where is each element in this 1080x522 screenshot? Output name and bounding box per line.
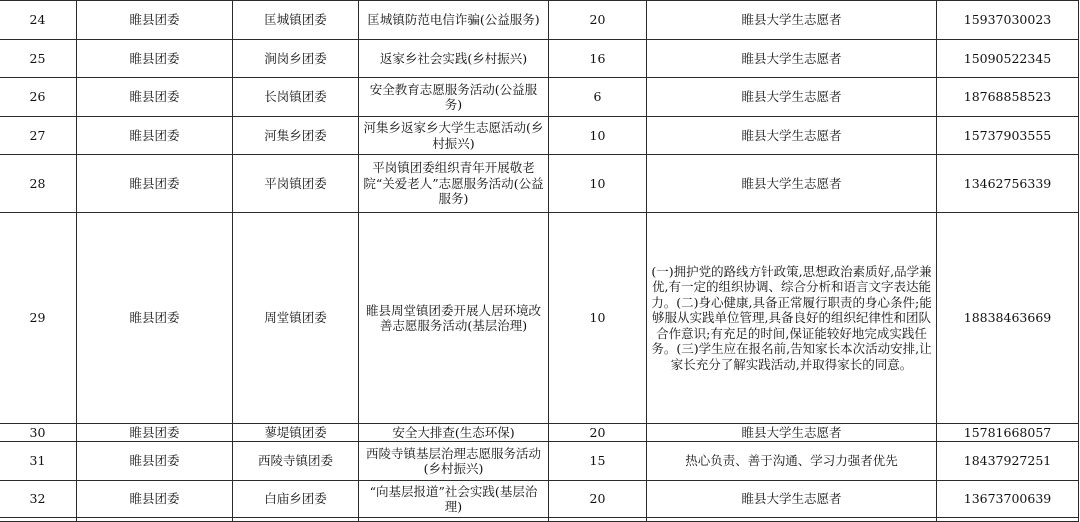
table-row	[0, 1, 1079, 40]
cell-organization: 睢县团委	[77, 1, 233, 40]
cell-headcount: 15	[549, 442, 647, 481]
cell-phone: 13673700639	[937, 481, 1079, 518]
cell-sub-organization: 蓼堤镇团委	[233, 424, 359, 442]
cell-sub-organization: 西陵寺镇团委	[233, 442, 359, 481]
cell-organization: 睢县团委	[77, 442, 233, 481]
cell-organization: 睢县团委	[77, 78, 233, 117]
table-row	[0, 481, 1079, 518]
cell-requirement: 睢县大学生志愿者	[647, 155, 937, 213]
cell-requirement: 睢县大学生志愿者	[647, 117, 937, 155]
table-row	[0, 213, 1079, 424]
cell-headcount: 10	[549, 117, 647, 155]
cell-requirement: 热心负责、善于沟通、学习力强者优先	[647, 442, 937, 481]
cell-index: 27	[0, 117, 77, 155]
cell-activity: 安全教育志愿服务活动(公益服务)	[359, 78, 549, 117]
cell-activity: 返家乡社会实践(乡村振兴)	[359, 40, 549, 78]
cell-requirement: (一)拥护党的路线方针政策,思想政治素质好,品学兼优,有一定的组织协调、综合分析和语言文字表达能力。(二)身心健康,具备正常履行职责的身心条件;能够服从实践单位管理,具备良好的组织纪律性和团队合作意识;有充足的时间,保证能较好地完成实践任务。(三)学生应在报名前,告知家长本次活动安排,让家长充分了解实践活动,并取得家长的同意。	[647, 213, 937, 424]
table-row	[0, 117, 1079, 155]
cell-requirement: 睢县大学生志愿者	[647, 78, 937, 117]
cell-requirement: 睢县大学生志愿者	[647, 1, 937, 40]
table-row	[0, 155, 1079, 213]
cell-phone: 18768858523	[937, 78, 1079, 117]
cell-organization: 睢县团委	[77, 155, 233, 213]
cell-index: 24	[0, 1, 77, 40]
cell-index: 32	[0, 481, 77, 518]
table-row	[0, 424, 1079, 442]
cell-sub-organization: 平岗镇团委	[233, 155, 359, 213]
cell-requirement: 睢县大学生志愿者	[647, 481, 937, 518]
cell-index: 25	[0, 40, 77, 78]
cell-headcount: 16	[549, 40, 647, 78]
cell-requirement: 睢县大学生志愿者	[647, 40, 937, 78]
cell-sub-organization: 匡城镇团委	[233, 1, 359, 40]
cell-activity: 匡城镇防范电信诈骗(公益服务)	[359, 1, 549, 40]
cell-organization: 睢县团委	[77, 117, 233, 155]
cell-headcount: 20	[549, 1, 647, 40]
cell-headcount: 10	[549, 213, 647, 424]
cell-organization: 睢县团委	[77, 40, 233, 78]
cell-activity: 西陵寺镇基层治理志愿服务活动(乡村振兴)	[359, 442, 549, 481]
cell-phone: 15781668057	[937, 424, 1079, 442]
cell-headcount: 10	[549, 155, 647, 213]
cell-organization: 睢县团委	[77, 424, 233, 442]
cell-headcount: 20	[549, 424, 647, 442]
cell-sub-organization: 涧岗乡团委	[233, 40, 359, 78]
cell-headcount: 6	[549, 78, 647, 117]
cell-index: 28	[0, 155, 77, 213]
cell-phone: 13462756339	[937, 155, 1079, 213]
cell-phone: 15937030023	[937, 1, 1079, 40]
cell-index: 31	[0, 442, 77, 481]
cell-activity: 睢县周堂镇团委开展人居环境改善志愿服务活动(基层治理)	[359, 213, 549, 424]
cell-activity: 安全大排查(生态环保)	[359, 424, 549, 442]
cell-sub-organization: 白庙乡团委	[233, 481, 359, 518]
cell-index: 29	[0, 213, 77, 424]
table-row	[0, 442, 1079, 481]
cell-phone: 18437927251	[937, 442, 1079, 481]
cell-activity: 平岗镇团委组织青年开展敬老院“关爱老人”志愿服务活动(公益服务)	[359, 155, 549, 213]
cell-sub-organization: 长岗镇团委	[233, 78, 359, 117]
cell-organization: 睢县团委	[77, 481, 233, 518]
cell-phone: 15737903555	[937, 117, 1079, 155]
cell-index: 30	[0, 424, 77, 442]
cell-phone: 15090522345	[937, 40, 1079, 78]
table-row	[0, 78, 1079, 117]
cell-index: 26	[0, 78, 77, 117]
cell-requirement: 睢县大学生志愿者	[647, 424, 937, 442]
cell-phone: 18838463669	[937, 213, 1079, 424]
cell-organization: 睢县团委	[77, 213, 233, 424]
cell-sub-organization: 河集乡团委	[233, 117, 359, 155]
cell-sub-organization: 周堂镇团委	[233, 213, 359, 424]
cell-activity: “向基层报道”社会实践(基层治理)	[359, 481, 549, 518]
cell-headcount: 20	[549, 481, 647, 518]
cell-activity: 河集乡返家乡大学生志愿活动(乡村振兴)	[359, 117, 549, 155]
table-row	[0, 40, 1079, 78]
